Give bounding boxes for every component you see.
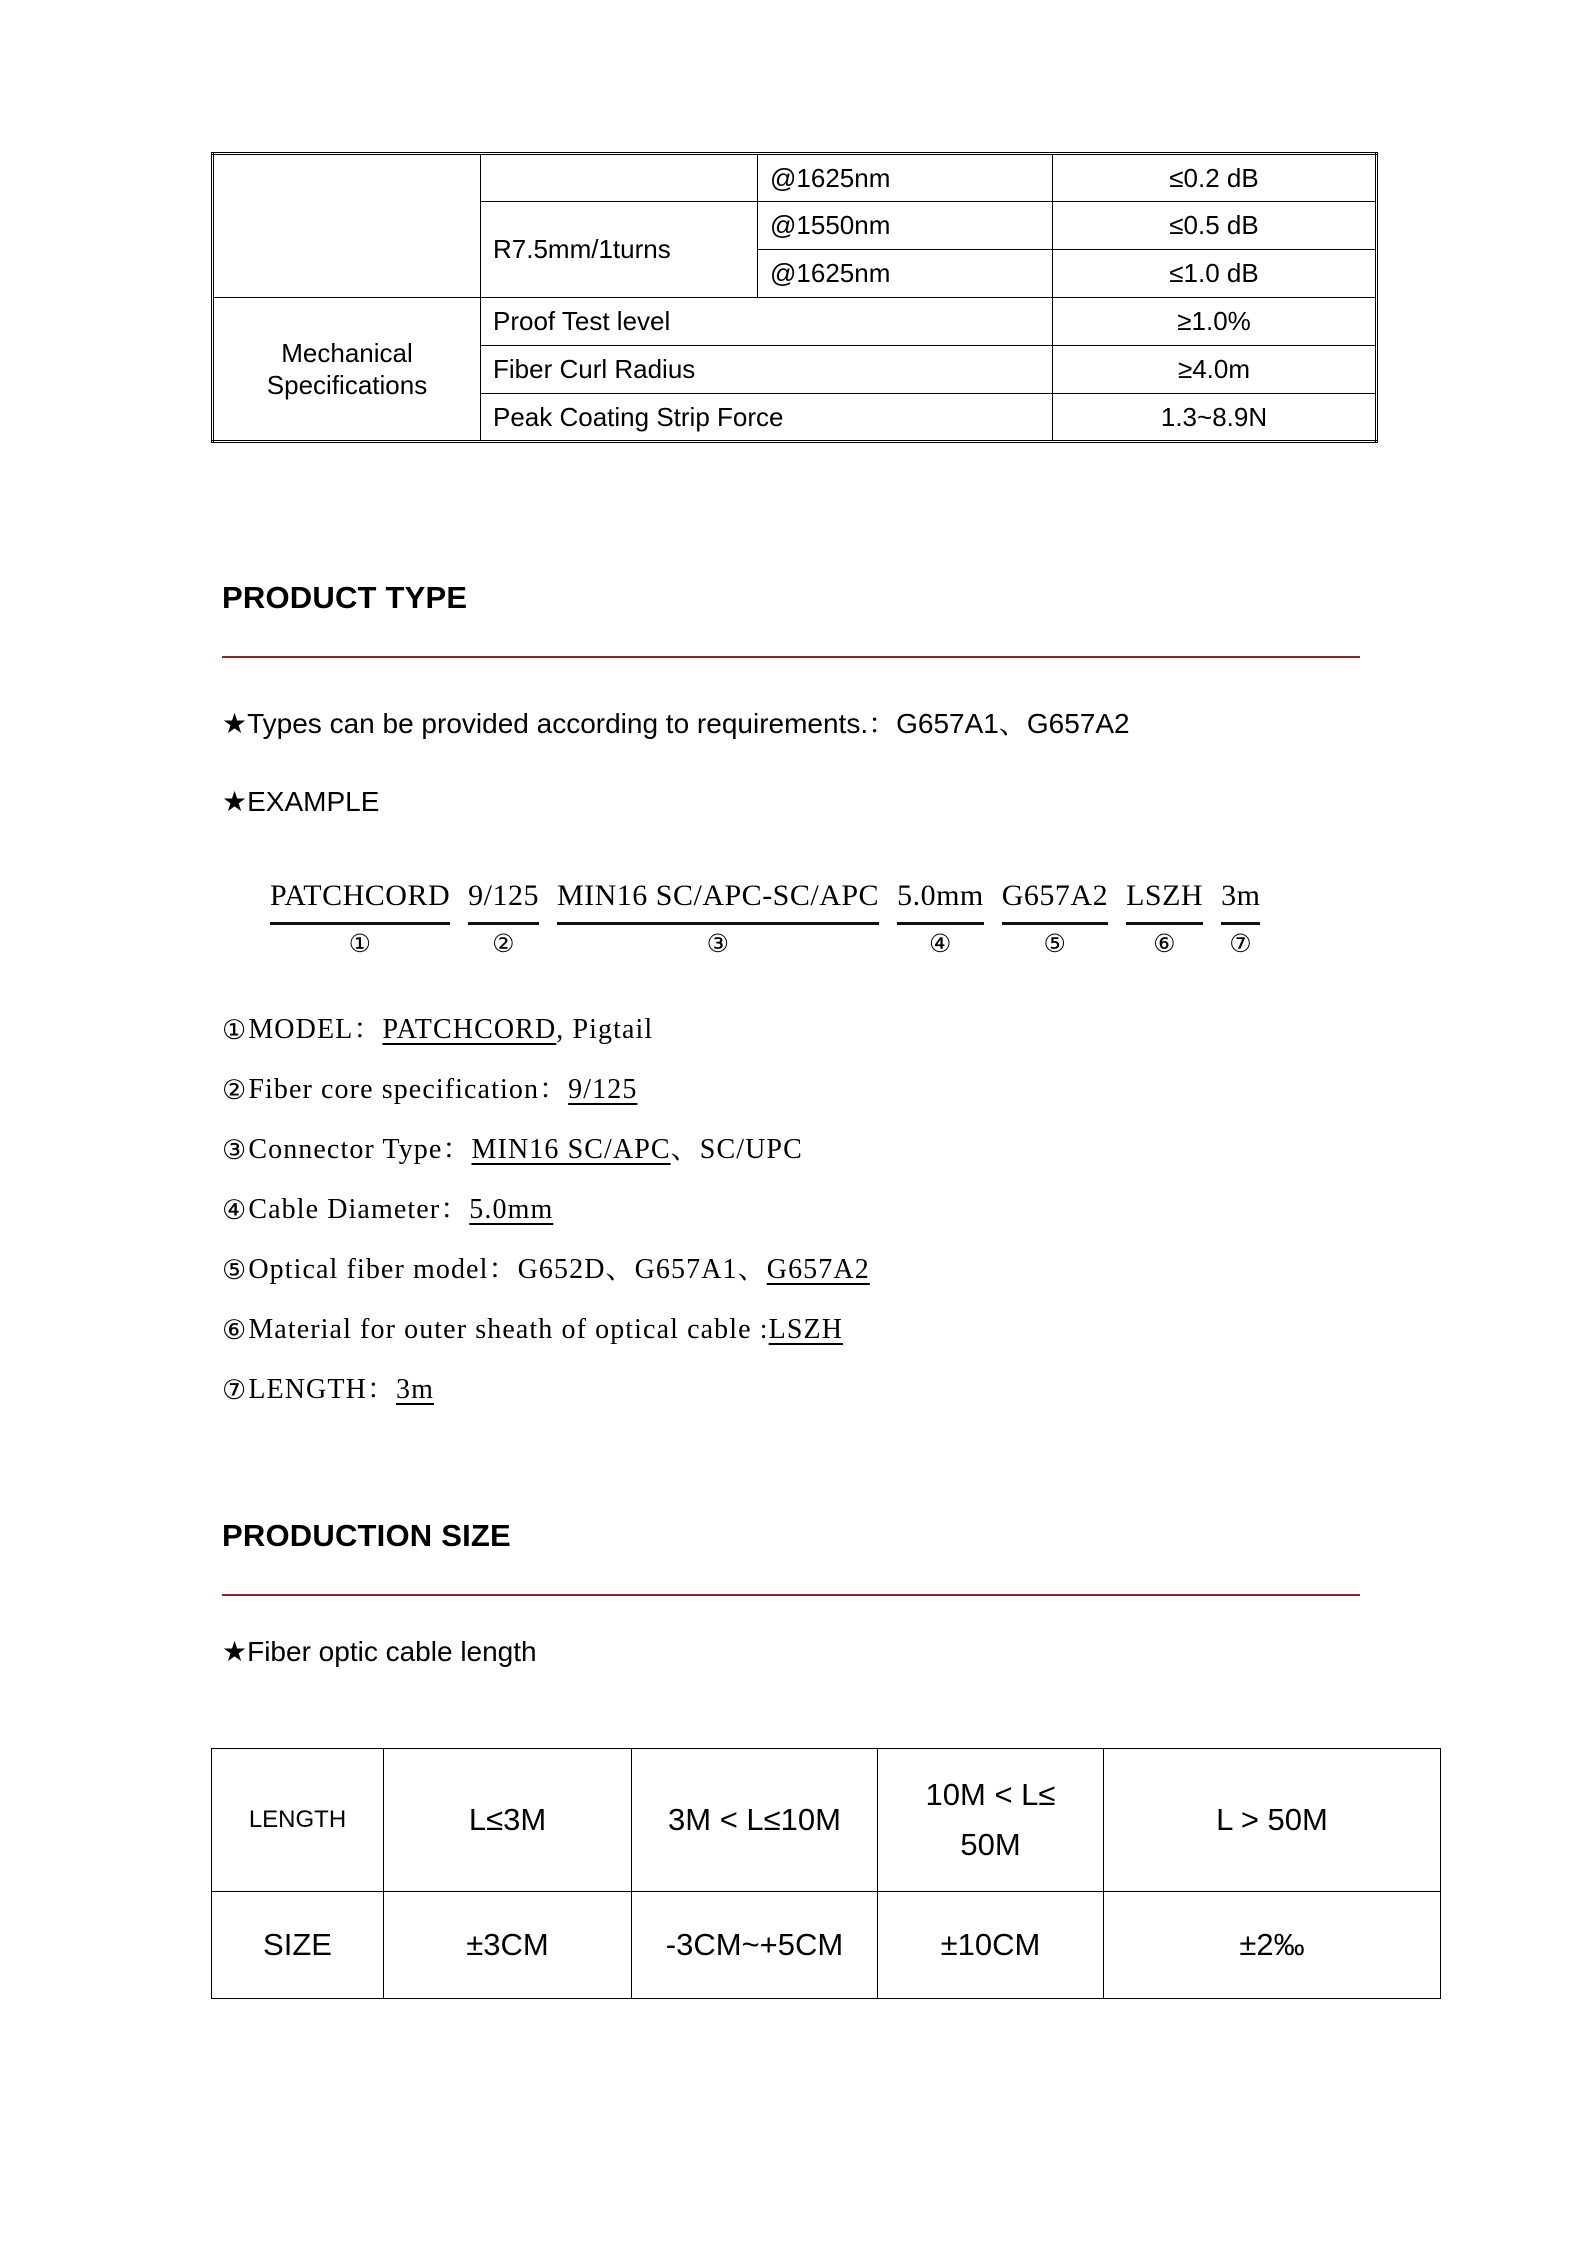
spec-bend-radius-label: R7.5mm/1turns xyxy=(481,202,758,298)
section-divider-production-size xyxy=(222,1594,1360,1596)
definition-7-before: LENGTH： xyxy=(248,1374,396,1405)
definition-2-number: ② xyxy=(222,1074,248,1105)
example-segment-7 xyxy=(1221,878,1260,957)
example-segment-1-number: ① xyxy=(348,931,372,958)
spec-section-label-mechanical xyxy=(213,298,481,442)
definition-7-number: ⑦ xyxy=(222,1374,248,1405)
list-item xyxy=(222,1180,1372,1240)
example-segment-6-number: ⑥ xyxy=(1153,931,1177,958)
page-title-product-type: PRODUCT TYPE xyxy=(222,580,468,615)
length-range-1-line1: L≤3M xyxy=(468,1802,547,1838)
list-item xyxy=(222,1000,1372,1060)
spec-proof-test-label: Proof Test level xyxy=(481,298,1053,346)
example-segment-6-text: LSZH xyxy=(1126,879,1204,912)
spec-wavelength-2: @1550nm xyxy=(758,202,1053,250)
size-tolerance-4: ±2‰ xyxy=(1104,1892,1441,1999)
size-tolerance-3: ±10CM xyxy=(878,1892,1104,1999)
spec-strip-force-value: 1.3~8.9N xyxy=(1053,394,1377,442)
length-range-4 xyxy=(1104,1749,1441,1892)
spec-value-1: ≤0.2 dB xyxy=(1053,154,1377,202)
spec-empty-cell xyxy=(213,154,481,298)
length-range-3 xyxy=(878,1749,1104,1892)
size-tolerance-2: -3CM~+5CM xyxy=(632,1892,878,1999)
definition-3-number: ③ xyxy=(222,1134,248,1165)
spec-section-label-line1: Mechanical xyxy=(281,337,413,368)
length-range-2-line1: 3M < L≤10M xyxy=(668,1802,841,1838)
list-item xyxy=(222,1360,1372,1420)
definition-2-value: 9/125 xyxy=(568,1074,638,1105)
example-breakdown xyxy=(270,878,1350,957)
example-segment-5 xyxy=(1002,878,1108,957)
definition-6-number: ⑥ xyxy=(222,1314,248,1345)
production-size-table xyxy=(211,1748,1375,1999)
definition-1-after: , Pigtail xyxy=(556,1014,654,1045)
example-segment-2 xyxy=(468,878,539,957)
definition-5-number: ⑤ xyxy=(222,1254,248,1285)
section-divider-product-type xyxy=(222,656,1360,658)
example-segment-4-number: ④ xyxy=(928,931,952,958)
list-item xyxy=(222,1240,1372,1300)
example-segment-1 xyxy=(270,878,450,957)
example-segment-2-number: ② xyxy=(492,931,515,958)
cable-length-label: ★Fiber optic cable length xyxy=(222,1636,537,1667)
spec-blank-b1 xyxy=(481,154,758,202)
example-segment-7-number: ⑦ xyxy=(1229,931,1253,958)
example-segment-4-underline xyxy=(897,922,984,925)
definition-4-number: ④ xyxy=(222,1194,248,1225)
definition-4-before: Cable Diameter： xyxy=(248,1194,470,1225)
list-item xyxy=(222,1120,1372,1180)
example-segment-4 xyxy=(897,878,984,957)
spec-wavelength-1: @1625nm xyxy=(758,154,1053,202)
definition-6-value: LSZH xyxy=(768,1314,844,1345)
example-segment-7-text: 3m xyxy=(1221,879,1261,912)
spec-curl-radius-value: ≥4.0m xyxy=(1053,346,1377,394)
definition-1-value: PATCHCORD xyxy=(382,1014,557,1045)
spec-proof-test-value: ≥1.0% xyxy=(1053,298,1377,346)
spec-value-3: ≤1.0 dB xyxy=(1053,250,1377,298)
table-row xyxy=(213,298,1377,346)
length-range-1 xyxy=(384,1749,632,1892)
size-table-header-size: SIZE xyxy=(212,1892,384,1999)
length-range-3-line2: 50M xyxy=(960,1827,1021,1862)
length-range-2 xyxy=(632,1749,878,1892)
page-title-production-size: PRODUCTION SIZE xyxy=(222,1518,511,1553)
example-segment-1-text: PATCHCORD xyxy=(270,879,451,912)
definition-2-before: Fiber core specification： xyxy=(248,1074,569,1105)
example-segment-5-number: ⑤ xyxy=(1043,931,1067,958)
example-label: ★EXAMPLE xyxy=(222,786,380,817)
spec-wavelength-3: @1625nm xyxy=(758,250,1053,298)
definition-5-before: Optical fiber model：G652D、G657A1、 xyxy=(248,1254,767,1285)
definition-6-before: Material for outer sheath of optical cable : xyxy=(248,1314,769,1345)
example-segment-7-underline xyxy=(1221,922,1260,925)
spec-section-label-line2: Specifications xyxy=(266,370,428,400)
mechanical-spec-table xyxy=(211,152,1375,443)
example-segment-2-text: 9/125 xyxy=(468,879,539,912)
example-segment-2-underline xyxy=(468,922,539,925)
definition-7-value: 3m xyxy=(396,1374,434,1405)
definition-3-before: Connector Type： xyxy=(248,1134,472,1165)
length-range-3-line1: 10M < L≤ xyxy=(925,1777,1056,1813)
example-segment-3-text: MIN16 SC/APC-SC/APC xyxy=(556,879,880,912)
spec-curl-radius-label: Fiber Curl Radius xyxy=(481,346,1053,394)
table-row xyxy=(212,1892,1441,1999)
production-size-section xyxy=(222,1518,1360,1596)
size-tolerance-1: ±3CM xyxy=(384,1892,632,1999)
definition-4-value: 5.0mm xyxy=(469,1194,554,1225)
table-row xyxy=(212,1749,1441,1892)
size-table-header-length: LENGTH xyxy=(212,1749,384,1892)
definition-1-before: MODEL： xyxy=(248,1014,383,1045)
spec-value-2: ≤0.5 dB xyxy=(1053,202,1377,250)
definition-3-after: 、SC/UPC xyxy=(670,1134,803,1165)
length-range-4-line1: L > 50M xyxy=(1216,1802,1328,1838)
product-types-line: ★Types can be provided according to requirements.：G657A1、G657A2 xyxy=(222,708,1130,739)
example-segment-6-underline xyxy=(1126,922,1203,925)
example-segment-3 xyxy=(557,878,879,957)
example-segment-5-text: G657A2 xyxy=(1001,879,1109,912)
example-segment-1-underline xyxy=(270,922,450,925)
list-item xyxy=(222,1300,1372,1360)
definition-3-value: MIN16 SC/APC xyxy=(471,1134,671,1165)
spec-strip-force-label: Peak Coating Strip Force xyxy=(481,394,1053,442)
example-segment-3-underline xyxy=(557,922,879,925)
example-definition-list xyxy=(222,1000,1372,1420)
example-segment-6 xyxy=(1126,878,1203,957)
list-item xyxy=(222,1060,1372,1120)
example-segment-4-text: 5.0mm xyxy=(897,879,984,912)
example-segment-5-underline xyxy=(1002,922,1108,925)
definition-5-value: G657A2 xyxy=(766,1254,870,1285)
example-segment-3-number: ③ xyxy=(706,931,730,958)
product-type-section xyxy=(222,580,1360,658)
definition-1-number: ① xyxy=(222,1014,248,1045)
table-row xyxy=(213,154,1377,202)
